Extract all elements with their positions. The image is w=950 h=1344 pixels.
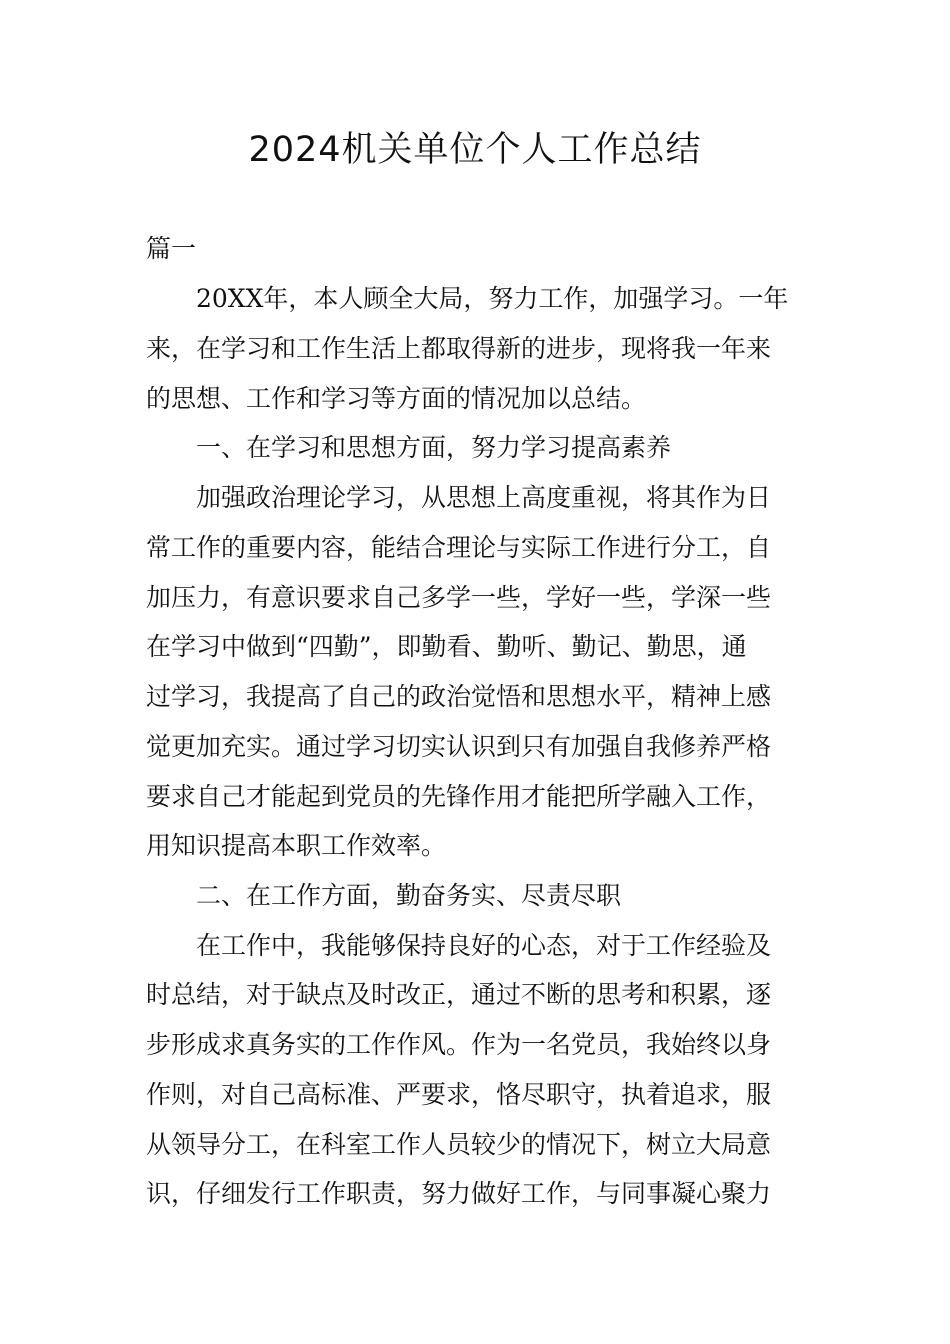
document-title: 2024机关单位个人工作总结 bbox=[248, 130, 702, 170]
paragraph-line: 在学习中做到“四勤”，即勤看、勤听、勤记、勤思，通 bbox=[146, 632, 747, 661]
paragraph-line: 觉更加充实。通过学习切实认识到只有加强自我修养严格 bbox=[146, 732, 772, 761]
paragraph-line: 用知识提高本职工作效率。 bbox=[146, 831, 447, 860]
paragraph-line: 过学习，我提高了自己的政治觉悟和思想水平，精神上感 bbox=[146, 682, 772, 711]
paragraph-line: 在工作中，我能够保持良好的心态，对于工作经验及 bbox=[196, 931, 772, 960]
paragraph-line: 常工作的重要内容，能结合理论与实际工作进行分工，自 bbox=[146, 533, 772, 562]
section-heading: 一、在学习和思想方面，努力学习提高素养 bbox=[196, 433, 672, 462]
paragraph-line: 时总结，对于缺点及时改正，通过不断的思考和积累，逐 bbox=[146, 980, 772, 1009]
paragraph-line: 作则，对自己高标准、严要求，恪尽职守，执着追求，服 bbox=[146, 1080, 772, 1109]
paragraph-line: 加压力，有意识要求自己多学一些，学好一些，学深一些 bbox=[146, 583, 772, 612]
paragraph-line: 来，在学习和工作生活上都取得新的进步，现将我一年来 bbox=[146, 334, 772, 363]
paragraph-line: 从领导分工，在科室工作人员较少的情况下，树立大局意 bbox=[146, 1130, 772, 1159]
paragraph-line: 要求自己才能起到党员的先锋作用才能把所学融入工作， bbox=[146, 782, 772, 811]
paragraph-line: 识，仔细发行工作职责，努力做好工作，与同事凝心聚力 bbox=[146, 1179, 772, 1208]
section-heading: 二、在工作方面，勤奋务实、尽责尽职 bbox=[196, 881, 622, 910]
paragraph-line: 20XX年，本人顾全大局，努力工作，加强学习。一年 bbox=[196, 284, 789, 313]
paragraph-line: 加强政治理论学习，从思想上高度重视，将其作为日 bbox=[196, 483, 772, 512]
paragraph-line: 步形成求真务实的工作作风。作为一名党员，我始终以身 bbox=[146, 1030, 772, 1059]
paragraph-line: 的思想、工作和学习等方面的情况加以总结。 bbox=[146, 384, 647, 413]
section-label: 篇一 bbox=[146, 234, 197, 263]
